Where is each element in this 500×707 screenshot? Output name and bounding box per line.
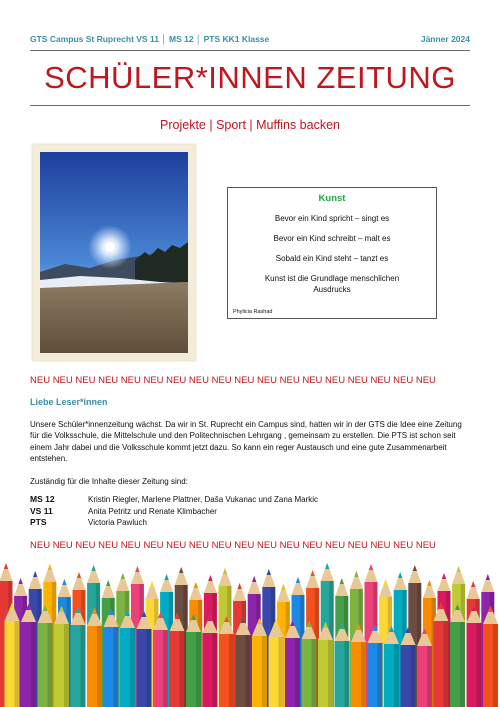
kunst-line: Sobald ein Kind steht – tanzt es: [275, 254, 389, 263]
header-rule: [30, 50, 470, 51]
pencil: [285, 620, 300, 707]
pencil: [170, 613, 185, 707]
pencil: [137, 611, 152, 707]
pencil: [38, 605, 53, 707]
kunst-title: Kunst: [318, 193, 346, 204]
header-school-info: GTS Campus St Ruprecht VS 11 │ MS 12 │ PTS KK1 Klasse: [30, 34, 270, 44]
header-date: Jänner 2024: [420, 34, 470, 44]
pencil: [104, 609, 119, 707]
pencil: [186, 614, 201, 707]
kunst-line: Bevor ein Kind spricht – singt es: [274, 214, 390, 223]
pencil: [219, 616, 234, 707]
intro-paragraph: Unsere Schüler*innenzeitung wächst. Da wir in St. Ruprecht ein Campus sind, hatten wir in der GTS die Idee eine Zeitung für die Volksschule, die Mittelschule und den Politechnischen Lehrgang , gemeinsam zu erstellen. Die PTS ist schon seit einem Jahr dabei und die Volksschule kommt jetzt dazu. So kann ein reger Austausch und eine gute Zusammenarbeit entstehen.: [30, 420, 462, 464]
pencil: [302, 621, 317, 707]
responsible-intro: Zuständig für die Inhalte dieser Zeitung sind:: [30, 477, 188, 486]
kunst-author: Phylicia Rashad: [233, 309, 273, 315]
responsible-group: MS 12: [30, 494, 55, 504]
neu-banner-bottom: NEU NEU NEU NEU NEU NEU NEU NEU NEU NEU NEU NEU NEU NEU NEU NEU NEU NEU: [30, 540, 436, 551]
kunst-line: Kunst ist die Grundlage menschlichen Ausdrucks: [264, 274, 400, 294]
title-rule: [30, 105, 470, 106]
kunst-quote-box: [227, 187, 437, 319]
pencil: [269, 619, 284, 707]
pencil: [5, 603, 20, 707]
header-bar: [30, 34, 470, 44]
responsible-row: [30, 506, 318, 518]
responsible-list: [30, 494, 318, 529]
pencil: [467, 605, 482, 707]
responsible-group: VS 11: [30, 505, 53, 516]
pencil: [203, 615, 218, 707]
responsible-row: [30, 494, 318, 506]
responsible-names: Anita Petritz und Renate Klimbacher: [88, 506, 217, 516]
responsible-names: Victoria Pawluch: [88, 518, 147, 527]
pencil: [318, 622, 333, 707]
page-subtitle: Projekte | Sport | Muffins backen: [160, 118, 340, 132]
pencil: [236, 617, 251, 707]
responsible-group: PTS: [30, 517, 47, 527]
greeting-heading: Liebe Leser*innen: [30, 397, 108, 407]
pencil: [120, 610, 135, 707]
responsible-row: [30, 517, 318, 529]
pencil: [21, 604, 36, 707]
pencil: [71, 607, 86, 707]
pencil: [450, 604, 465, 707]
neu-banner-top: NEU NEU NEU NEU NEU NEU NEU NEU NEU NEU NEU NEU NEU NEU NEU NEU NEU NEU: [30, 375, 436, 386]
winter-landscape-photo: [40, 152, 188, 353]
kunst-line: Bevor ein Kind schreibt – malt es: [273, 234, 391, 243]
pencil: [54, 606, 69, 707]
pencil: [252, 618, 267, 707]
pencil: [483, 606, 498, 707]
page-title: SCHÜLER*INNEN ZEITUNG: [44, 60, 456, 95]
responsible-names: Kristin Riegler, Marlene Plattner, Daša Vukanac und Zana Markic: [88, 495, 319, 504]
colored-pencils-illustration: [0, 555, 500, 707]
pencil: [153, 612, 168, 707]
pencil: [434, 603, 449, 707]
photo-frame: [33, 145, 195, 360]
pencil: [87, 608, 102, 707]
